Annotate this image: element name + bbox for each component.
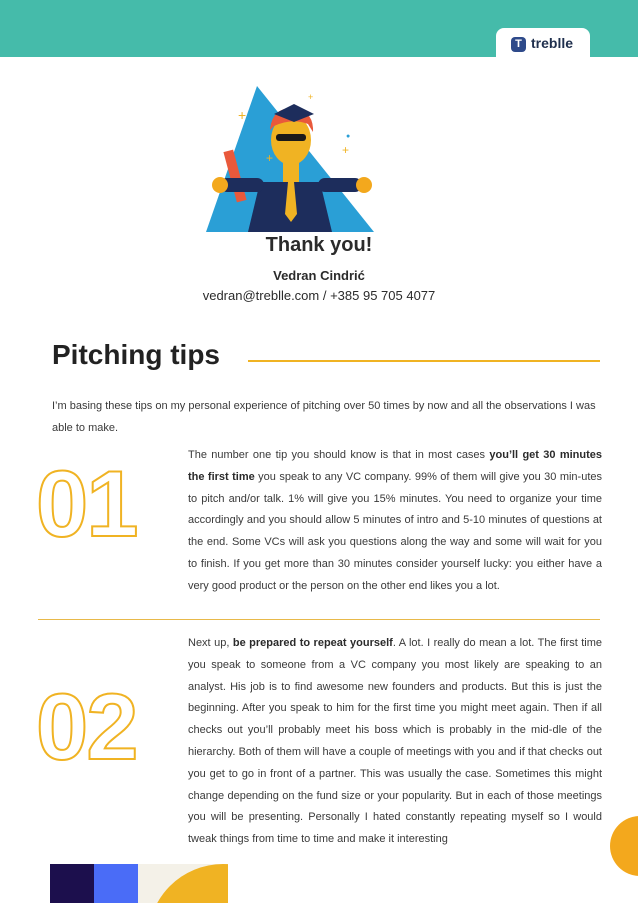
tip-paragraph: Next up, be prepared to repeat yourself. A lot. I really do mean a lot. The first time you speak to someone from a VC company you most likely are speaking to an analyst. His job is to find awesome new founders and products. But this is just the beginning. After you speak to him for the first time you might meet again. Then if all checks out you’ll probably meet his boss which is probably in the mid-dle of the hierarchy. Both of them will have a couple of meetings with you and if that checks out you get to go in front of a partner. This was usually the case. Sometimes this might change depending on the fund size or your popularity. But in each of those meetings you will be presenting. Personally I hated constantly repeating myself so I would tweak things from time to time and make it interesting bbox=[188, 637, 602, 846]
arm-right bbox=[318, 178, 362, 192]
cream-block bbox=[138, 864, 228, 903]
graduate-illustration bbox=[200, 82, 380, 234]
brand-tab bbox=[496, 28, 590, 58]
brand-name: treblle bbox=[531, 35, 574, 51]
treblle-logo-icon: T bbox=[511, 37, 526, 52]
tip-number: 01 bbox=[36, 451, 137, 556]
sparkle-icon: ● bbox=[346, 133, 351, 140]
sparkle-icon: + bbox=[238, 107, 247, 123]
thank-you-heading: Thank you! bbox=[265, 234, 373, 256]
author-contact: vedran@treblle.com / +385 95 705 4077 bbox=[202, 288, 436, 303]
author-name: Vedran Cindrić bbox=[273, 268, 365, 283]
yellow-arc bbox=[148, 864, 228, 903]
navy-block bbox=[50, 864, 94, 903]
hand-right bbox=[356, 177, 372, 193]
blue-block bbox=[94, 864, 138, 903]
decorative-circle bbox=[610, 816, 638, 876]
intro-paragraph: I’m basing these tips on my personal experience of pitching over 50 times by now and all the observations I was able to make. bbox=[52, 400, 596, 434]
section-divider bbox=[38, 619, 600, 620]
sparkle-icon: + bbox=[308, 92, 314, 102]
sunglasses-icon bbox=[276, 134, 306, 141]
tip-number: 02 bbox=[36, 674, 137, 779]
section-title: Pitching tips bbox=[52, 339, 220, 370]
hand-left bbox=[212, 177, 228, 193]
sparkle-icon: + bbox=[266, 151, 274, 165]
sparkle-icon: + bbox=[342, 143, 350, 157]
title-rule bbox=[248, 360, 600, 362]
tip-paragraph: The number one tip you should know is that in most cases you’ll get 30 minutes the first time you speak to any VC company. 99% of them will give you 30 min-utes to pitch and/or talk. 1% will give you 15% minutes. You need to organize your time accordingly and you should allow 5 minutes of intro and 5-10 minutes of questions at the end. Some VCs will ask you questions along the way and some will wait for you to finish. If you get more than 30 minutes consider yourself lucky: you either have a very good product or the person on the other end likes you a lot. bbox=[188, 449, 603, 592]
